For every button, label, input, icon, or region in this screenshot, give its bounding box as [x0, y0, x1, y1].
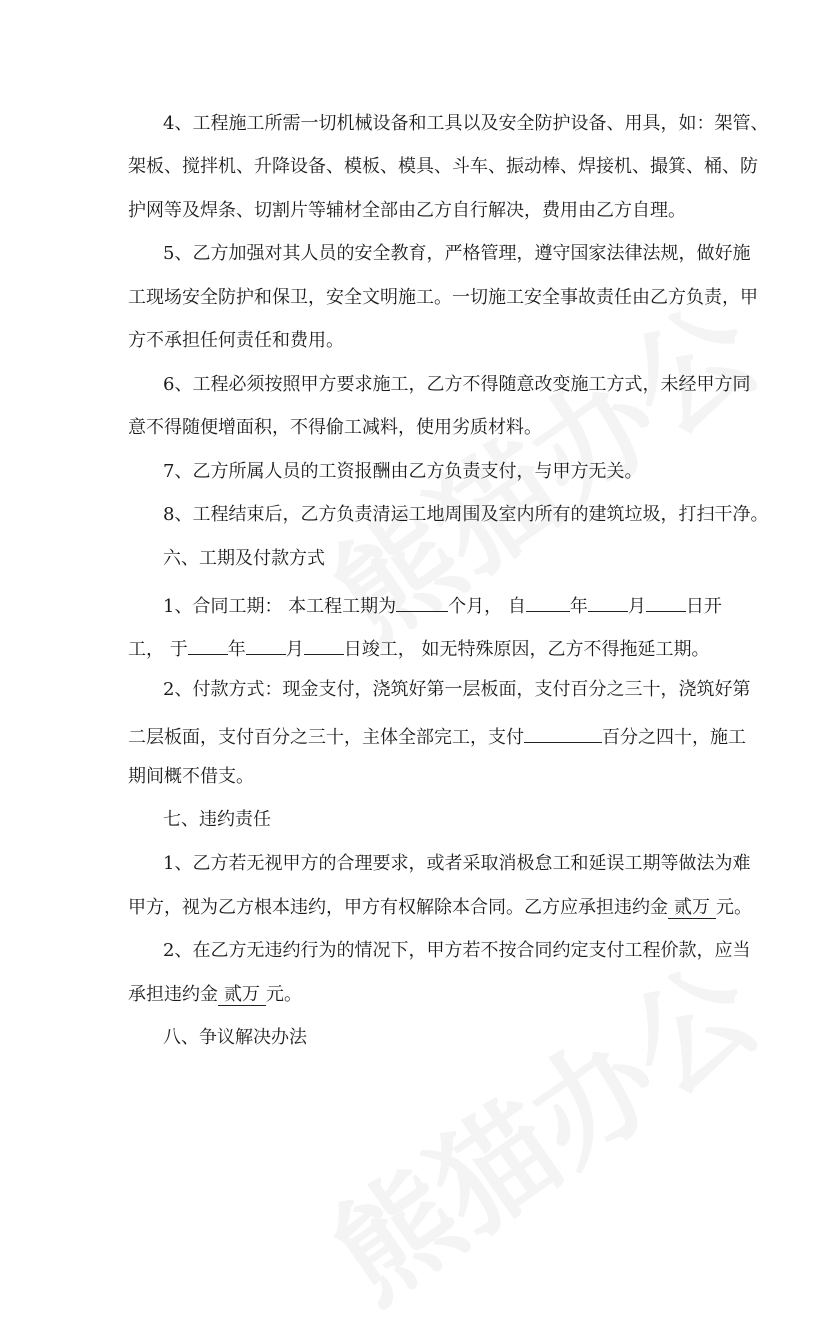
contract-period-line-2: 工， 于 年 月 日竣工， 如无特殊原因，乙方不得拖延工期。: [128, 634, 708, 662]
period-months-blank[interactable]: [396, 591, 448, 612]
section-8-heading: 八、争议解决办法: [163, 1027, 307, 1048]
clause-4-line-1: 4、工程施工所需一切机械设备和工具以及安全防护设备、用具，如：架管、: [163, 113, 769, 134]
section-6-heading: 六、工期及付款方式: [163, 548, 325, 569]
breach-2-line-2: 承担违约金 贰万 元。: [128, 984, 302, 1005]
clause-5-line-3: 方不承担任何责任和费用。: [128, 330, 344, 351]
end-day-blank[interactable]: [304, 634, 344, 655]
clause-5-line-2: 工现场安全防护和保卫，安全文明施工。一切施工安全事故责任由乙方负责，甲: [128, 287, 758, 308]
clause-4-line-2: 架板、搅拌机、升降设备、模板、模具、斗车、振动棒、焊接机、撮箕、桶、防: [128, 156, 758, 177]
breach-1-line-2: 甲方，视为乙方根本违约，甲方有权解除本合同。乙方应承担违约金 贰万 元。: [128, 897, 752, 918]
contract-period-line-1: 1、合同工期： 本工程工期为 个月， 自 年 月 日开: [163, 591, 743, 619]
clause-5-line-1: 5、乙方加强对其人员的安全教育，严格管理，遵守国家法律法规，做好施: [163, 243, 751, 264]
breach-1-line-1: 1、乙方若无视甲方的合理要求，或者采取消极怠工和延误工期等做法为难: [163, 853, 751, 874]
payment-blank[interactable]: [524, 722, 602, 743]
payment-line-3: 期间概不借支。: [128, 766, 254, 787]
end-month-blank[interactable]: [246, 634, 286, 655]
breach-2-line-1: 2、在乙方无违约行为的情况下，甲方若不按合同约定支付工程价款，应当: [163, 940, 751, 961]
clause-4-line-3: 护网等及焊条、切割片等辅材全部由乙方自行解决，费用由乙方自理。: [128, 200, 686, 221]
penalty-amount: 贰万: [218, 984, 266, 1006]
clause-7: 7、乙方所属人员的工资报酬由乙方负责支付，与甲方无关。: [163, 461, 643, 482]
clause-6-line-2: 意不得随便增面积，不得偷工减料，使用劣质材料。: [128, 417, 542, 438]
section-7-heading: 七、违约责任: [163, 809, 271, 830]
start-month-blank[interactable]: [588, 591, 628, 612]
start-day-blank[interactable]: [646, 591, 686, 612]
start-year-blank[interactable]: [526, 591, 570, 612]
clause-6-line-1: 6、工程必须按照甲方要求施工，乙方不得随意改变施工方式，未经甲方同: [163, 374, 751, 395]
end-year-blank[interactable]: [188, 634, 228, 655]
clause-8: 8、工程结束后，乙方负责清运工地周围及室内所有的建筑垃圾，打扫干净。: [163, 504, 769, 525]
penalty-amount: 贰万: [668, 897, 716, 919]
payment-line-2: 二层板面，支付百分之三十，主体全部完工，支付 百分之四十，施工: [128, 722, 708, 750]
payment-line-1: 2、付款方式：现金支付，浇筑好第一层板面，支付百分之三十，浇筑好第: [163, 679, 751, 700]
watermark: [294, 918, 786, 1334]
